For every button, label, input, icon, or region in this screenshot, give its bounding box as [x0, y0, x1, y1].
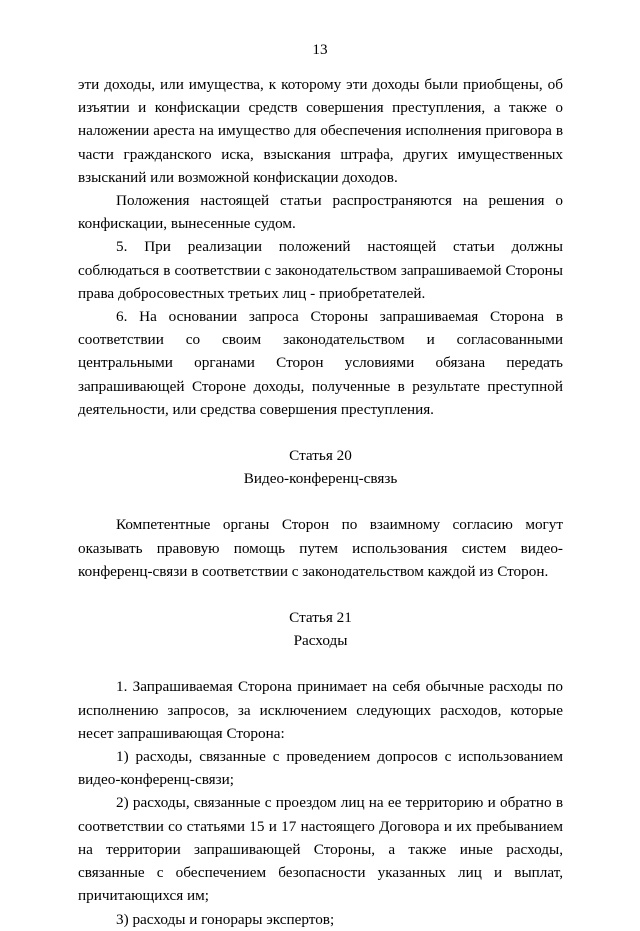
- paragraph: 2) расходы, связанные с проездом лиц на ее территорию и обратно в соответствии со статьями 15 и 17 настоящего Договора и их пребыванием на территории запрашивающей Стороны, а также иные расходы, связанные с обеспечением безопасности указанных лиц и выплат, причитающихся им;: [78, 794, 563, 905]
- paragraph: 6. На основании запроса Стороны запрашиваемая Сторона в соответствии со своим законодательством и согласованными центральными органами Сторон условиями обязана передать запрашивающей Стороне доходы, полученные в результате преступной деятельности, или средства совершения преступления.: [78, 308, 563, 418]
- article-21-title: Расходы: [293, 632, 348, 650]
- paragraph: 5. При реализации положений настоящей статьи должны соблюдаться в соответствии с законодательством запрашиваемой Стороны права добросовестных третьих лиц - приобретателей.: [78, 238, 563, 302]
- section-spacer: [78, 652, 563, 675]
- article-20-title: Видео-конференц-связь: [243, 470, 398, 488]
- paragraph: Компетентные органы Сторон по взаимному согласию могут оказывать правовую помощь путем использования систем видео-конференц-связи в соответствии с законодательством каждой из Сторон.: [78, 516, 563, 580]
- article-21-number: Статья 21: [289, 609, 352, 627]
- document-body: [78, 73, 563, 931]
- article-20-number: Статья 20: [289, 447, 352, 465]
- section-spacer: [78, 421, 563, 444]
- section-spacer: [78, 583, 563, 606]
- page-number: 13: [312, 41, 328, 58]
- paragraph: 1) расходы, связанные с проведением допросов с использованием видео-конференц-связи;: [78, 748, 563, 789]
- paragraph: 1. Запрашиваемая Сторона принимает на себя обычные расходы по исполнению запросов, за исключением следующих расходов, которые несет запрашивающая Сторона:: [78, 678, 563, 742]
- paragraph: 3) расходы и гонорары экспертов;: [116, 910, 335, 928]
- paragraph: эти доходы, или имущества, к которому эти доходы были приобщены, об изъятии и конфискации средств совершения преступления, а также о наложении ареста на имущество для обеспечения исполнения приговора в части гражданского иска, взыскания штрафа, других имущественных взысканий или возможной конфискации доходов.: [78, 76, 563, 186]
- section-spacer: [78, 490, 563, 513]
- paragraph: Положения настоящей статьи распространяются на решения о конфискации, вынесенные судом.: [78, 192, 563, 233]
